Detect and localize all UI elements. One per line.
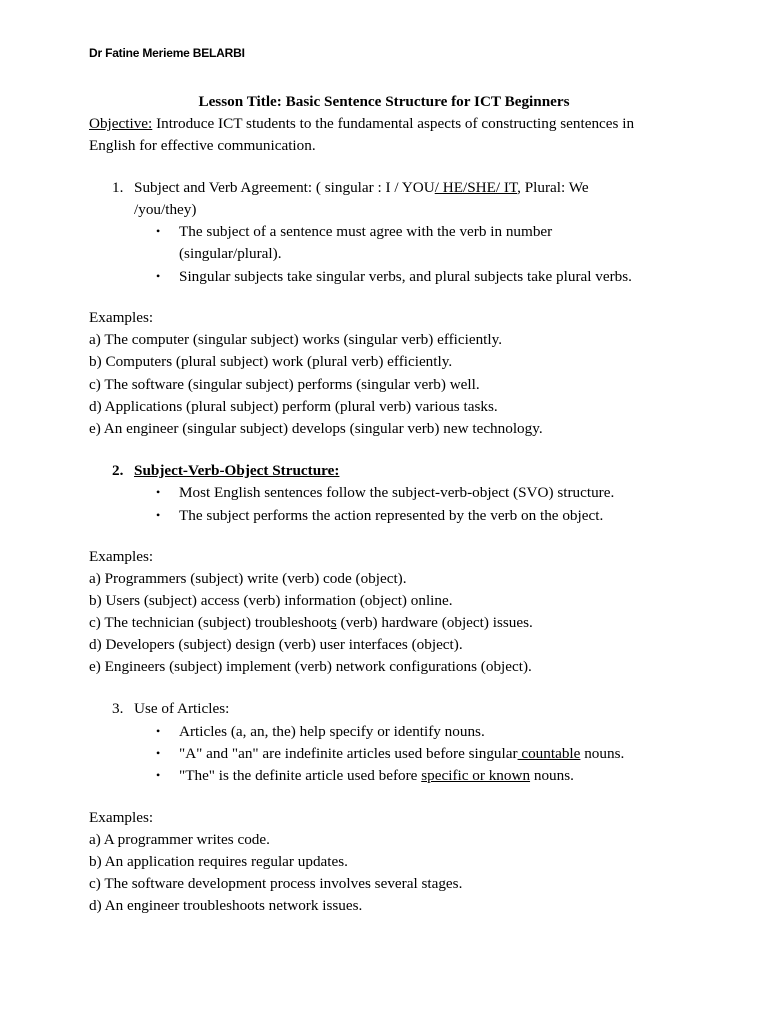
bullet-icon: • [156,768,161,782]
section-3-bullet-3-part1: "The" is the definite article used before [179,767,422,784]
section-3-examples-label: Examples: [89,809,154,826]
section-1-bullet-1: The subject of a sentence must agree with the verb in number [179,223,553,240]
objective-line-2: English for effective communication. [89,137,316,154]
section-2-example-c [89,613,533,632]
section-3-example-a: a) A programmer writes code. [89,831,270,848]
objective-text-1: Introduce ICT students to the fundamental aspects of constructing sentences in [152,115,635,132]
section-3-example-c: c) The software development process involves several stages. [89,875,463,892]
section-2-example-c-part1: c) The technician (subject) troubleshoot [89,614,331,631]
section-2-example-c-underlined: s [330,614,337,631]
section-1-example-a: a) The computer (singular subject) works (singular verb) efficiently. [89,331,503,348]
bullet-icon: • [156,508,161,522]
lesson-title: Lesson Title: Basic Sentence Structure for ICT Beginners [198,93,570,110]
section-3-bullet-3-part2: nouns. [530,767,574,784]
section-2-example-c-part2: (verb) hardware (object) issues. [336,614,533,631]
section-3-bullet-2-underlined: countable [517,745,581,762]
section-3-heading: Use of Articles: [134,700,230,717]
objective-label: Objective: [89,115,153,132]
author-name: Dr Fatine Merieme BELARBI [89,46,245,60]
section-3-number: 3. [112,700,124,717]
section-1-heading-underlined: / HE/SHE/ IT [434,179,518,196]
bullet-icon: • [156,269,161,283]
section-1-example-c: c) The software (singular subject) performs (singular verb) well. [89,376,480,393]
section-1-bullet-1-cont: (singular/plural). [179,245,282,262]
section-3-example-b: b) An application requires regular updates. [89,853,348,870]
section-3-example-d: d) An engineer troubleshoots network issues. [89,897,363,914]
section-2-example-b: b) Users (subject) access (verb) information (object) online. [89,592,453,609]
section-1-heading-part2: , Plural: We [517,179,589,196]
section-2-example-e: e) Engineers (subject) implement (verb) network configurations (object). [89,658,532,675]
section-1-example-d: d) Applications (plural subject) perform (plural verb) various tasks. [89,398,498,415]
bullet-icon: • [156,724,161,738]
section-3-bullet-3-underlined: specific or known [421,767,531,784]
bullet-icon: • [156,485,161,499]
section-3-bullet-2-part2: nouns. [580,745,625,762]
section-3-bullet-2 [179,744,624,763]
section-1-bullet-2: Singular subjects take singular verbs, and plural subjects take plural verbs. [179,268,632,285]
section-2-examples-label: Examples: [89,548,154,565]
section-2-bullet-2: The subject performs the action represented by the verb on the object. [179,507,604,524]
objective-line-1 [89,114,634,133]
section-1-number: 1. [112,179,124,196]
section-2-number: 2. [112,462,124,479]
section-1-examples-label: Examples: [89,309,154,326]
section-1-heading-line-2: /you/they) [134,201,197,218]
bullet-icon: • [156,224,161,238]
section-3-bullet-3 [179,766,574,785]
section-1-heading-part1: Subject and Verb Agreement: ( singular : I / YOU [134,179,435,196]
section-1-heading [134,178,589,197]
section-2-example-d: d) Developers (subject) design (verb) user interfaces (object). [89,636,463,653]
section-1-example-b: b) Computers (plural subject) work (plural verb) efficiently. [89,353,453,370]
section-1-example-e: e) An engineer (singular subject) develops (singular verb) new technology. [89,420,543,437]
bullet-icon: • [156,746,161,760]
section-3-bullet-1: Articles (a, an, the) help specify or identify nouns. [179,723,485,740]
section-3-bullet-2-part1: "A" and "an" are indefinite articles used before singular [179,745,518,762]
section-2-heading: Subject-Verb-Object Structure: [134,462,340,479]
section-2-example-a: a) Programmers (subject) write (verb) code (object). [89,570,407,587]
section-2-bullet-1: Most English sentences follow the subject-verb-object (SVO) structure. [179,484,615,501]
